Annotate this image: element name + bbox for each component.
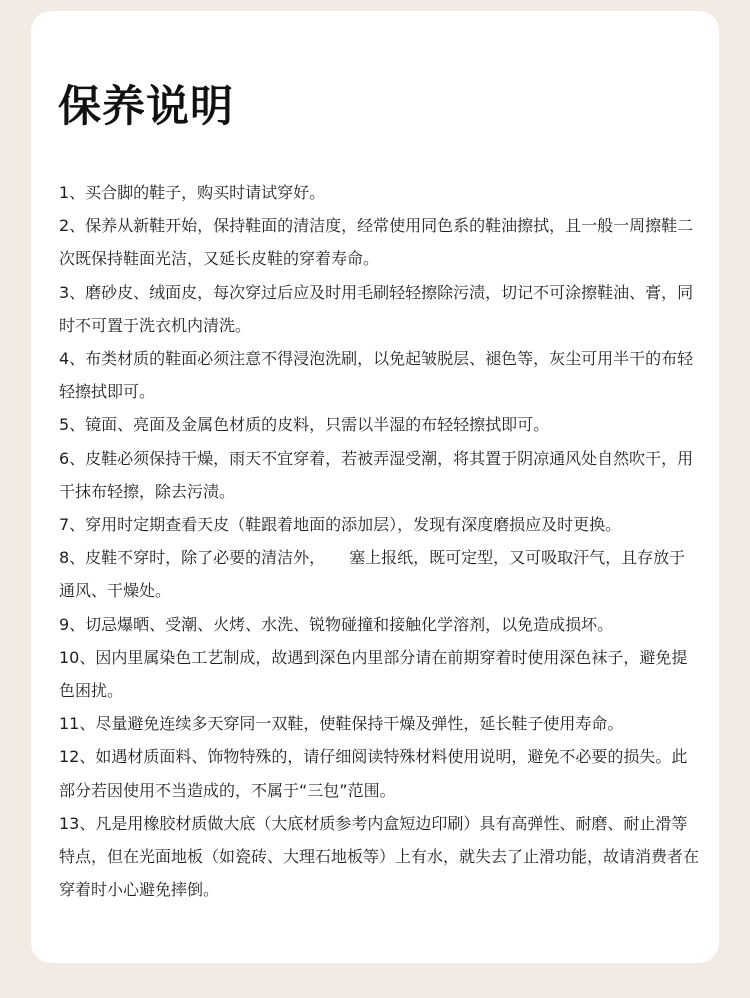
- list-item: 1、买合脚的鞋子，购买时请试穿好。: [59, 183, 326, 202]
- list-item: 2、保养从新鞋开始，保持鞋面的清洁度，经常使用同色系的鞋油擦拭，且一般一周擦鞋二次既保持鞋面光洁，又延长皮鞋的穿着寿命。: [59, 216, 694, 269]
- page-title: 保养说明: [58, 82, 234, 132]
- list-item: 3、磨砂皮、绒面皮，每次穿过后应及时用毛刷轻轻擦除污渍，切记不可涂擦鞋油、膏，同时不可置于洗衣机内清洗。: [59, 282, 694, 335]
- care-instructions-card: [31, 11, 719, 963]
- list-item: 4、布类材质的鞋面必须注意不得浸泡洗刷，以免起皱脱层、褪色等，灰尘可用半干的布轻轻擦拭即可。: [59, 349, 694, 402]
- care-instructions-list: [59, 176, 699, 906]
- list-item: 13、凡是用橡胶材质做大底（大底材质参考内盒短边印刷）具有高弹性、耐磨、耐止滑等特点，但在光面地板（如瓷砖、大理石地板等）上有水，就失去了止滑功能，故请消费者在穿着时小心避免摔倒。: [59, 813, 700, 900]
- list-item: 8、皮鞋不穿时，除了必要的清洁外， 塞上报纸，既可定型，又可吸取汗气，且存放于通风、干燥处。: [59, 548, 686, 601]
- list-item: 11、尽量避免连续多天穿同一双鞋，使鞋保持干燥及弹性，延长鞋子使用寿命。: [59, 714, 624, 734]
- list-item: 12、如遇材质面料、饰物特殊的，请仔细阅读特殊材料使用说明，避免不必要的损失。此部分若因使用不当造成的，不属于“三包”范围。: [59, 747, 688, 800]
- list-item: 5、镜面、亮面及金属色材质的皮料，只需以半湿的布轻轻擦拭即可。: [59, 415, 550, 435]
- list-item: 7、穿用时定期查看天皮（鞋跟着地面的添加层），发现有深度磨损应及时更换。: [59, 515, 622, 535]
- list-item: 9、切忌爆晒、受潮、火烤、水洗、锐物碰撞和接触化学溶剂，以免造成损坏。: [59, 614, 614, 634]
- list-item: 6、皮鞋必须保持干燥，雨天不宜穿着，若被弄湿受潮，将其置于阴凉通风处自然吹干，用干抹布轻擦，除去污渍。: [59, 448, 694, 501]
- list-item: 10、因内里属染色工艺制成，故遇到深色内里部分请在前期穿着时使用深色袜子，避免提色困扰。: [59, 647, 688, 701]
